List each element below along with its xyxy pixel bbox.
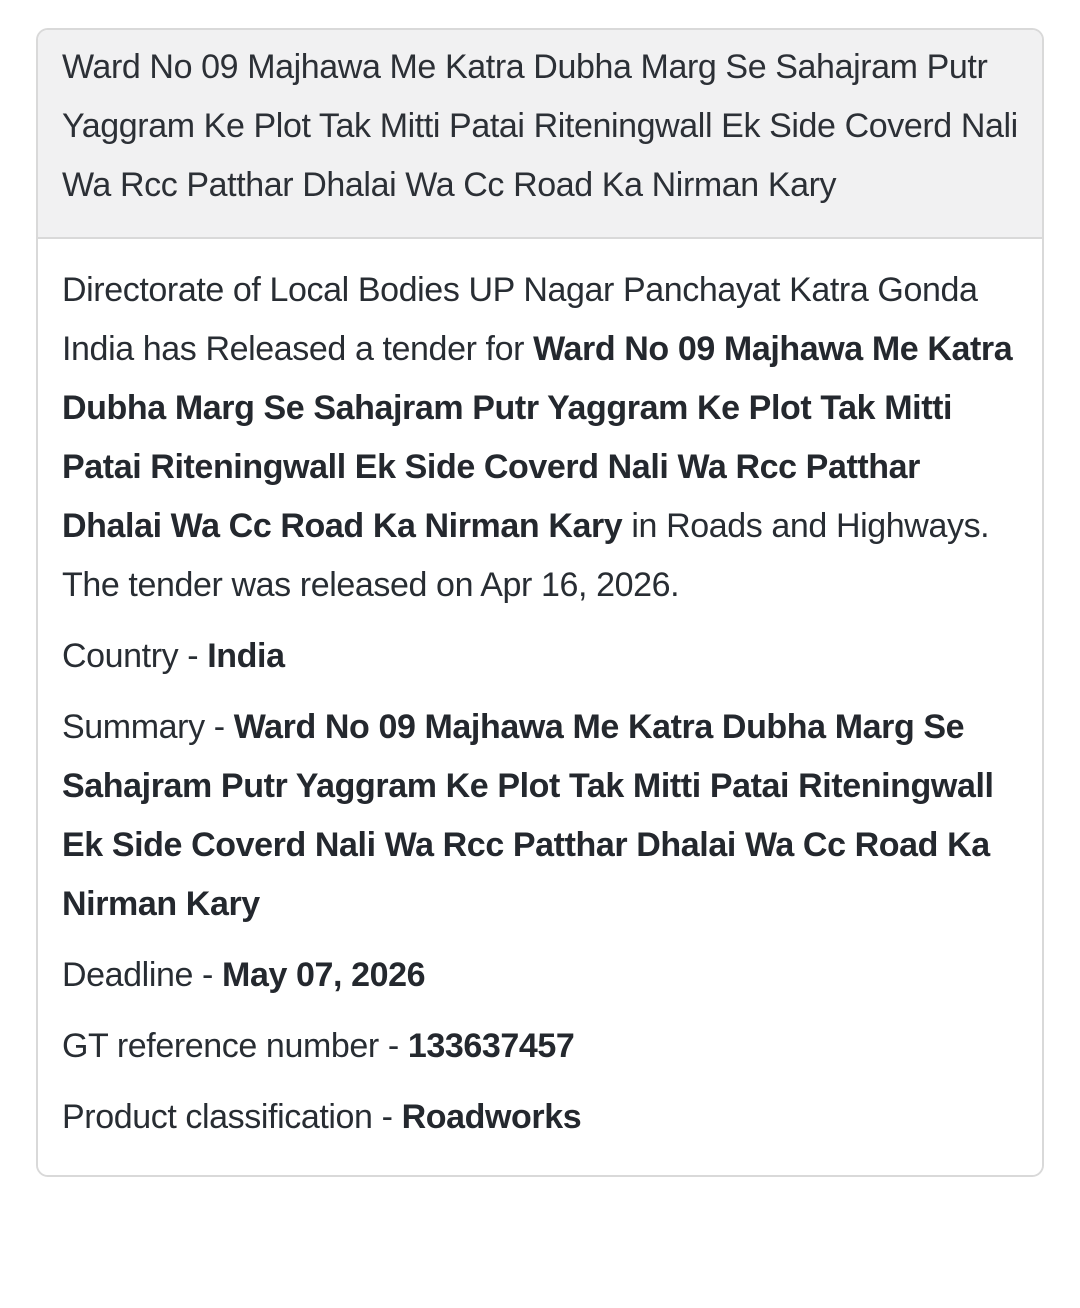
- tender-description-tail: in Roads and Highways. The tender was released on Apr 16, 2026.: [62, 507, 990, 604]
- field-label-country: Country -: [62, 637, 208, 675]
- tender-description: [62, 261, 1018, 615]
- tender-card-header: [38, 30, 1042, 239]
- field-value-summary: Ward No 09 Majhawa Me Katra Dubha Marg Se Sahajram Putr Yaggram Ke Plot Tak Mitti Patai Riteningwall Ek Side Coverd Nali Wa Rcc Patthar Dhalai Wa Cc Road Ka Nirman Kary: [62, 708, 994, 923]
- field-value-gt-reference: 133637457: [407, 1027, 575, 1065]
- field-row-country: [62, 627, 1018, 686]
- field-row-summary: [62, 698, 1018, 934]
- field-row-deadline: [62, 946, 1018, 1005]
- field-row-gt-reference: [62, 1017, 1018, 1076]
- field-label-summary: Summary -: [62, 708, 234, 746]
- field-value-country: India: [207, 637, 285, 675]
- tender-description-title-bold: Ward No 09 Majhawa Me Katra Dubha Marg Se Sahajram Putr Yaggram Ke Plot Tak Mitti Patai Riteningwall Ek Side Coverd Nali Wa Rcc Patthar Dhalai Wa Cc Road Ka Nirman Kary: [62, 330, 1013, 545]
- tender-description-lead: Directorate of Local Bodies UP Nagar Panchayat Katra Gonda India has Released a tender for: [62, 271, 978, 368]
- tender-card: [36, 28, 1044, 1177]
- tender-card-body: [38, 239, 1042, 1175]
- field-row-product-classification: [62, 1088, 1018, 1147]
- field-label-product-classification: Product classification -: [62, 1098, 402, 1136]
- field-value-product-classification: Roadworks: [401, 1098, 582, 1136]
- field-value-deadline: May 07, 2026: [222, 956, 426, 994]
- field-label-gt-reference: GT reference number -: [62, 1027, 408, 1065]
- field-label-deadline: Deadline -: [62, 956, 223, 994]
- tender-title: Ward No 09 Majhawa Me Katra Dubha Marg Se Sahajram Putr Yaggram Ke Plot Tak Mitti Patai Riteningwall Ek Side Coverd Nali Wa Rcc Patthar Dhalai Wa Cc Road Ka Nirman Kary: [62, 48, 1018, 204]
